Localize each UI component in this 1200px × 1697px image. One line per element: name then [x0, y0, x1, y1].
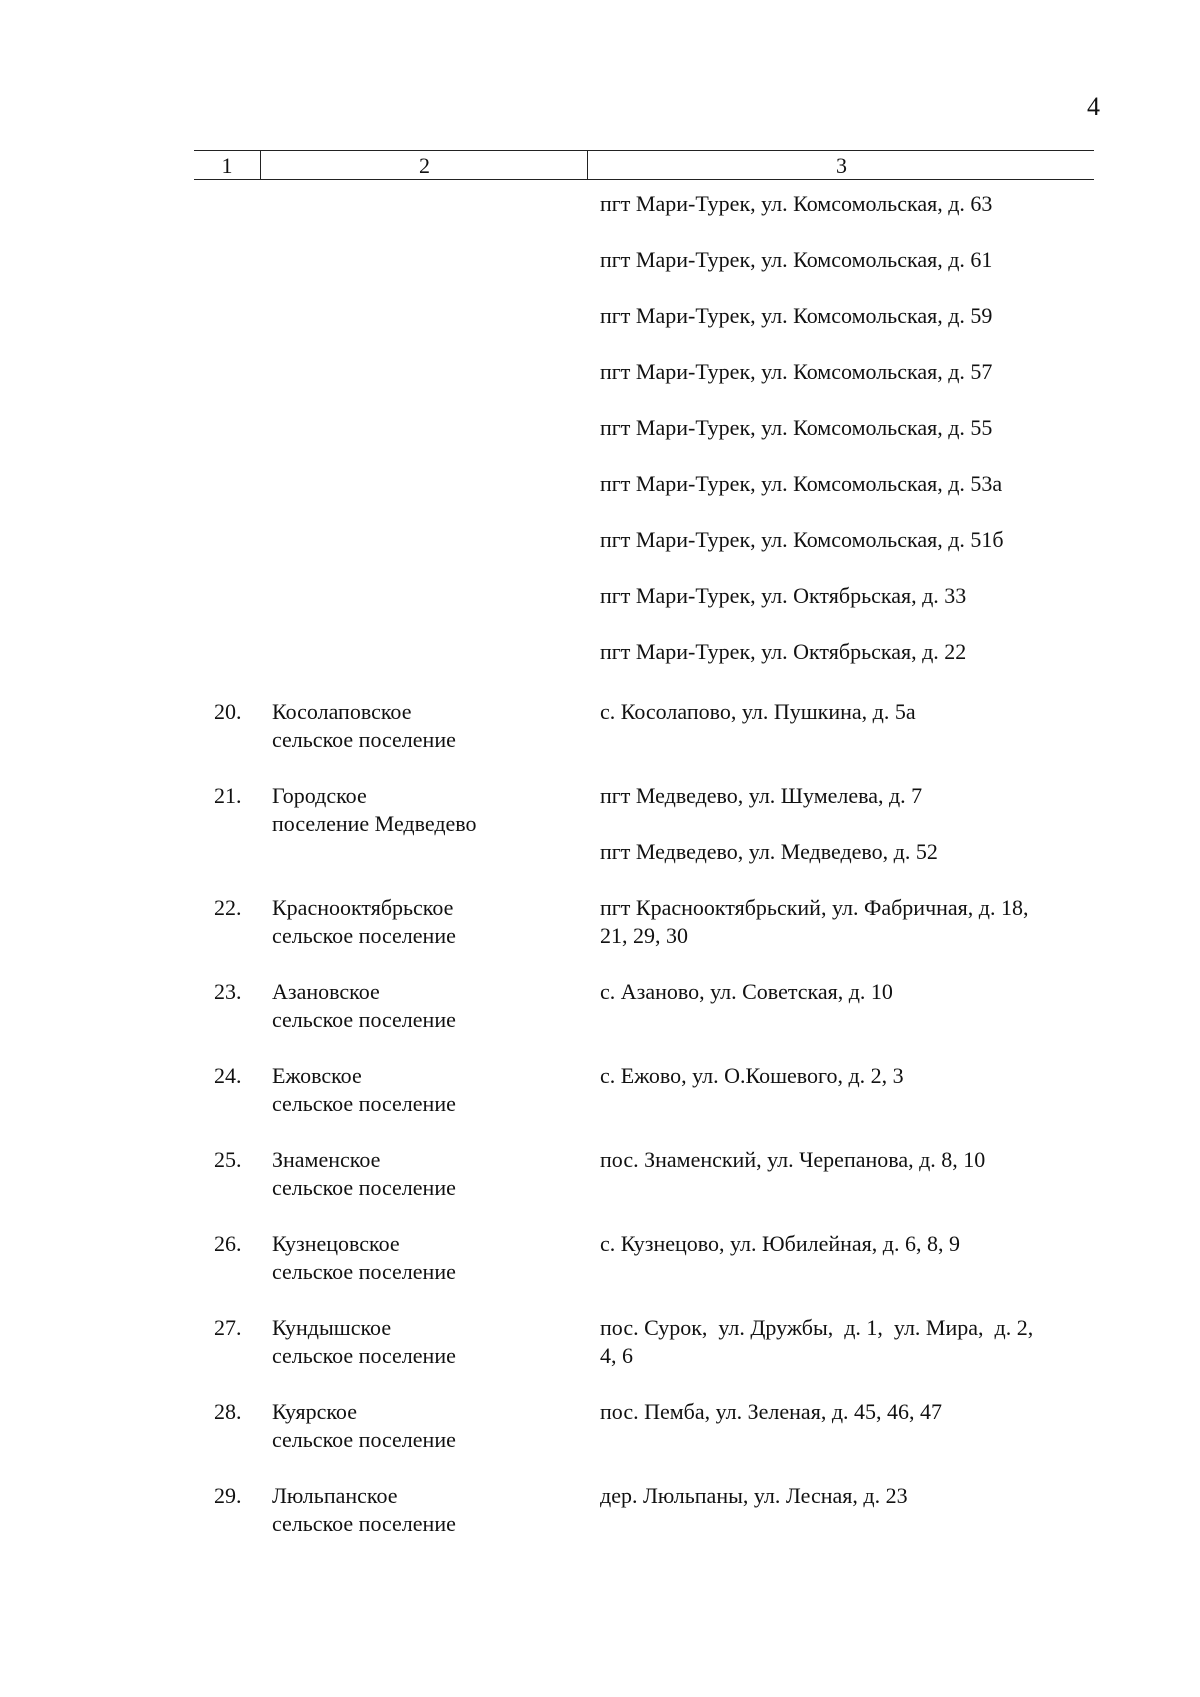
page-number: 4 — [1087, 92, 1100, 121]
address-line: пгт Краснооктябрьский, ул. Фабричная, д. 18, 21, 29, 30 — [600, 895, 1029, 948]
address-line: пгт Мари-Турек, ул. Комсомольская, д. 61 — [600, 247, 993, 272]
address-line: с. Ежово, ул. О.Кошевого, д. 2, 3 — [600, 1063, 904, 1088]
table-row — [0, 978, 1200, 1032]
settlement-name-line: сельское поселение — [272, 1343, 456, 1368]
table-row — [0, 1482, 1200, 1536]
address-line: пгт Мари-Турек, ул. Комсомольская, д. 51б — [600, 527, 1004, 552]
row-number: 25. — [214, 1147, 242, 1172]
settlement-name-line: Городское — [272, 783, 367, 808]
address-line: с. Косолапово, ул. Пушкина, д. 5а — [600, 699, 916, 724]
table-row — [0, 698, 1200, 752]
settlement-name-line: Краснооктябрьское — [272, 895, 454, 920]
settlement-name-line: сельское поселение — [272, 1007, 456, 1032]
address-line: дер. Люльпаны, ул. Лесная, д. 23 — [600, 1483, 908, 1508]
settlement-name-line: сельское поселение — [272, 727, 456, 752]
row-number: 26. — [214, 1231, 242, 1256]
settlement-name-line: Люльпанское — [272, 1483, 398, 1508]
header-col-3: 3 — [587, 151, 1095, 179]
row-number: 23. — [214, 979, 242, 1004]
table-header — [194, 150, 1094, 180]
settlement-name-line: Азановское — [272, 979, 380, 1004]
settlement-name-line: Ежовское — [272, 1063, 362, 1088]
settlement-name-line: поселение Медведево — [272, 811, 477, 836]
settlement-name-line: сельское поселение — [272, 1511, 456, 1536]
address-line: с. Азаново, ул. Советская, д. 10 — [600, 979, 893, 1004]
header-col-2: 2 — [260, 151, 588, 179]
address-line: пгт Медведево, ул. Шумелева, д. 7 — [600, 783, 923, 808]
header-col-1: 1 — [221, 153, 233, 178]
row-number: 24. — [214, 1063, 242, 1088]
row-number: 21. — [214, 783, 242, 808]
row-number: 28. — [214, 1399, 242, 1424]
address-line: пос. Знаменский, ул. Черепанова, д. 8, 10 — [600, 1147, 986, 1172]
settlement-name-line: Кузнецовское — [272, 1231, 400, 1256]
row-number: 20. — [214, 699, 242, 724]
table-row — [0, 1062, 1200, 1116]
settlement-name-line: сельское поселение — [272, 1175, 456, 1200]
row-number: 22. — [214, 895, 242, 920]
settlement-name-line: сельское поселение — [272, 1091, 456, 1116]
address-line: пгт Мари-Турек, ул. Комсомольская, д. 59 — [600, 303, 993, 328]
settlement-name-line: сельское поселение — [272, 923, 456, 948]
settlement-name-line: Куярское — [272, 1399, 357, 1424]
address-line: пос. Сурок, ул. Дружбы, д. 1, ул. Мира, д. 2, 4, 6 — [600, 1315, 1034, 1368]
table-row — [0, 1146, 1200, 1200]
settlement-name-line: Косолаповское — [272, 699, 412, 724]
settlement-name-line: Кундышское — [272, 1315, 392, 1340]
settlement-name-line: Знаменское — [272, 1147, 381, 1172]
table-row — [0, 1230, 1200, 1284]
address-line: пгт Мари-Турек, ул. Комсомольская, д. 55 — [600, 415, 993, 440]
settlement-name-line: сельское поселение — [272, 1427, 456, 1452]
address-line: пгт Мари-Турек, ул. Октябрьская, д. 33 — [600, 583, 967, 608]
address-line: пгт Мари-Турек, ул. Октябрьская, д. 22 — [600, 639, 967, 664]
address-line: пгт Мари-Турек, ул. Комсомольская, д. 53а — [600, 471, 1003, 496]
address-line: пгт Мари-Турек, ул. Комсомольская, д. 63 — [600, 191, 993, 216]
row-number: 27. — [214, 1315, 242, 1340]
address-line: пгт Медведево, ул. Медведево, д. 52 — [600, 839, 938, 864]
table-row — [0, 894, 1200, 948]
settlement-name-line: сельское поселение — [272, 1259, 456, 1284]
table-row — [0, 1398, 1200, 1452]
address-line: с. Кузнецово, ул. Юбилейная, д. 6, 8, 9 — [600, 1231, 960, 1256]
table-row — [0, 782, 1200, 864]
address-line: пгт Мари-Турек, ул. Комсомольская, д. 57 — [600, 359, 993, 384]
table-row — [0, 1314, 1200, 1368]
address-line: пос. Пемба, ул. Зеленая, д. 45, 46, 47 — [600, 1399, 943, 1424]
row-number: 29. — [214, 1483, 242, 1508]
